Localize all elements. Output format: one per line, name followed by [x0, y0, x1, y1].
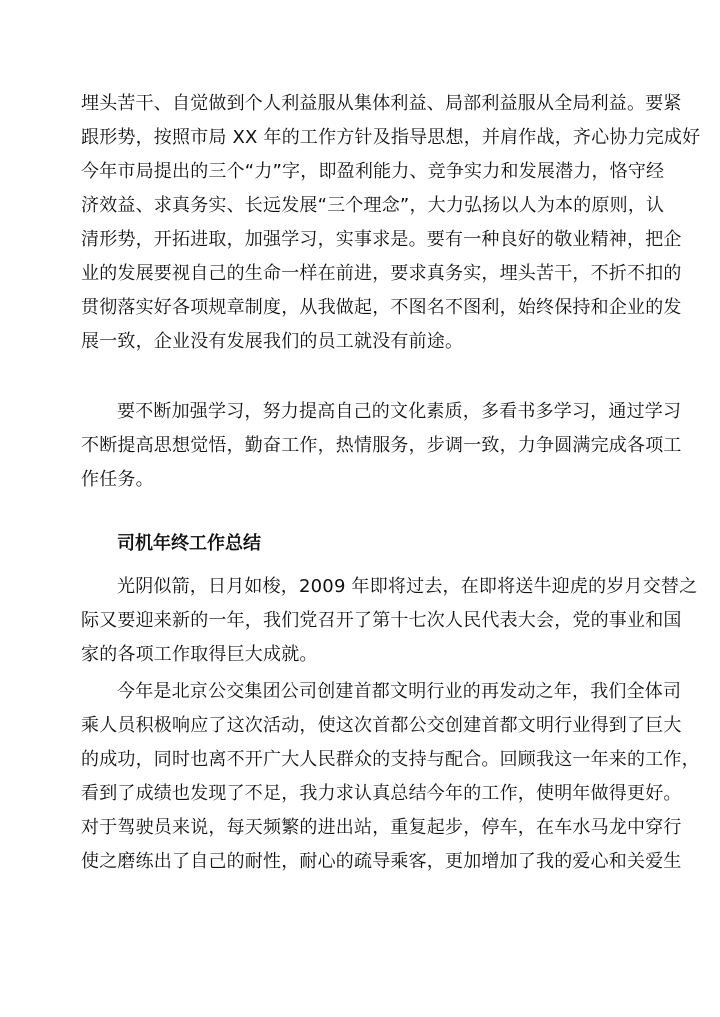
paragraph-1 [81, 87, 701, 359]
text-line: 家的各项工作取得巨大成就。 [81, 644, 318, 665]
text-line: 埋头苦干、自觉做到个人利益服从集体利益、局部利益服从全局利益。要紧 [81, 93, 682, 114]
text-line: 跟形势，按照市局 XX 年的工作方针及指导思想，并肩作战，齐心协力完成好 [81, 127, 701, 148]
text-line: 展一致，企业没有发展我们的员工就没有前途。 [81, 331, 464, 352]
text-line: 使之磨练出了自己的耐性，耐心的疏导乘客，更加增加了我的爱心和关爱生 [81, 851, 682, 872]
paragraph-4 [81, 675, 700, 879]
text-line: 作任务。 [81, 469, 154, 490]
text-line: 今年是北京公交集团公司创建首都文明行业的再发动之年，我们全体司 [117, 681, 682, 702]
paragraph-3 [81, 570, 698, 672]
text-line: 不断提高思想觉悟，勤奋工作，热情服务，步调一致，力争圆满完成各项工 [81, 435, 682, 456]
text-line: 今年市局提出的三个“力”字，即盈利能力、竞争实力和发展潜力，恪守经 [81, 161, 665, 182]
text-line: 乘人员积极响应了这次活动，使这次首都公交创建首都文明行业得到了巨大 [81, 715, 682, 736]
section-heading: 司机年终工作总结 [117, 533, 261, 554]
text-line: 济效益、求真务实、长远发展“三个理念”，大力弘扬以人为本的原则，认 [81, 195, 665, 216]
text-line: 清形势，开拓进取，加强学习，实事求是。要有一种良好的敬业精神，把企 [81, 229, 682, 250]
text-line: 的成功，同时也离不开广大人民群众的支持与配合。回顾我这一年来的工作， [81, 749, 700, 770]
text-line: 贯彻落实好各项规章制度，从我做起，不图名不图利，始终保持和企业的发 [81, 297, 682, 318]
text-line: 际又要迎来新的一年，我们党召开了第十七次人民代表大会，党的事业和国 [81, 610, 682, 631]
text-line: 业的发展要视自己的生命一样在前进，要求真务实，埋头苦干，不折不扣的 [81, 263, 682, 284]
paragraph-2 [81, 395, 682, 497]
text-line: 看到了成绩也发现了不足，我力求认真总结今年的工作，使明年做得更好。 [81, 783, 682, 804]
text-line: 对于驾驶员来说，每天频繁的进出站，重复起步，停车，在车水马龙中穿行 [81, 817, 682, 838]
text-line: 要不断加强学习，努力提高自己的文化素质，多看书多学习，通过学习 [117, 401, 682, 422]
text-line: 光阴似箭，日月如梭，2009 年即将过去，在即将送牛迎虎的岁月交替之 [117, 576, 698, 597]
